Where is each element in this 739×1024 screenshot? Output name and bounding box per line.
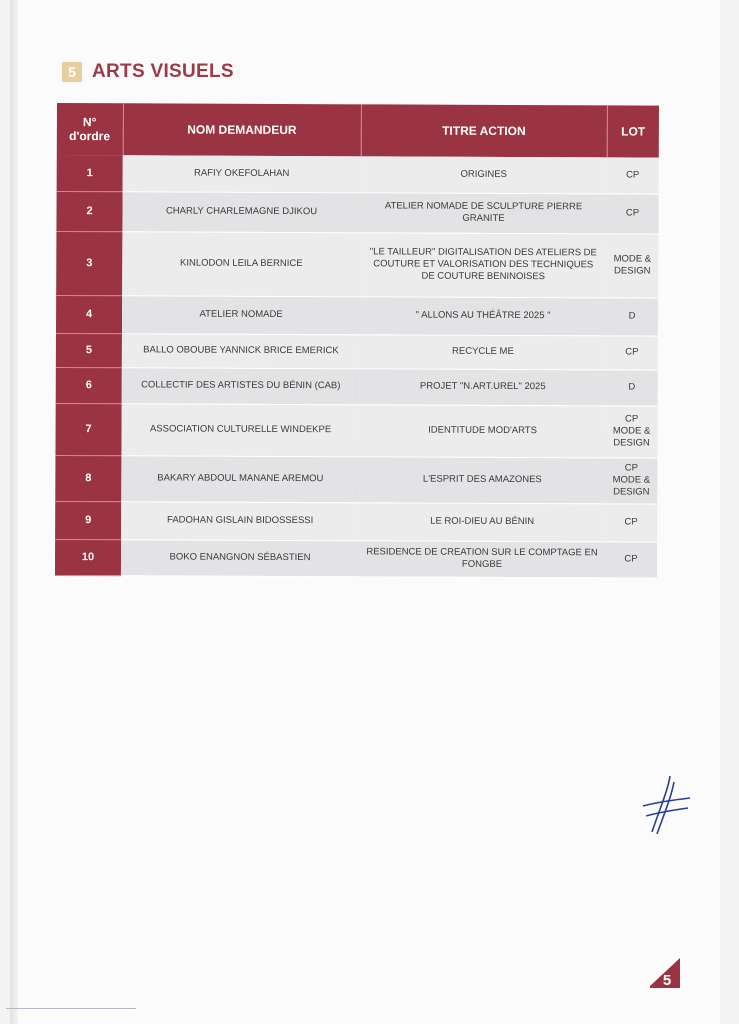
header-lot: LOT [607,105,659,157]
action-title: RESIDENCE DE CREATION SUR LE COMPTAGE EN FONGBE [359,540,605,577]
action-title: "LE TAILLEUR" DIGITALISATION DES ATELIERS DE COUTURE ET VALORISATION DES TECHNIQUES DE COUTURE BENINOISES [360,232,606,297]
row-number: 3 [56,231,122,295]
header-order-number [57,103,123,155]
section-number: 5 [62,62,82,82]
row-number: 1 [57,155,123,191]
section-title: ARTS VISUELS [92,61,234,82]
applicant-name: KINLODON LEILA BERNICE [122,231,360,296]
table-header-row [57,103,659,158]
row-number: 4 [56,295,122,333]
row-number: 6 [56,367,122,403]
lot-value: CP [607,157,659,193]
applicant-name: COLLECTIF DES ARTISTES DU BÉNIN (CAB) [122,367,360,404]
action-title: RECYCLE ME [360,334,606,369]
row-number: 8 [55,455,121,501]
table-row [55,455,657,504]
page-number: 5 [662,972,672,989]
table-row [55,539,657,578]
header-order-number-line1: N° [82,115,97,130]
lot-value: D [606,297,658,335]
action-title: L'ESPRIT DES AMAZONES [359,456,605,503]
action-title: IDENTITUDE MOD'ARTS [359,404,605,457]
applicant-name: ASSOCIATION CULTURELLE WINDEKPE [121,403,359,456]
action-title: PROJET "N.ART.UREL" 2025 [360,368,606,405]
beneficiaries-table [55,103,659,578]
table-row [56,333,658,370]
lot-value: D [606,369,658,405]
applicant-name: BOKO ENANGNON SÉBASTIEN [121,539,359,576]
table-row [56,295,658,336]
lot-value: CP [605,503,657,541]
applicant-name: ATELIER NOMADE [122,295,360,334]
lot-value: CP [605,541,657,577]
signature-stroke [657,782,674,834]
action-title: ATELIER NOMADE DE SCULPTURE PIERRE GRANITE [360,192,606,233]
signature-stroke [643,798,690,806]
row-number: 7 [55,403,121,455]
header-order-number-line2: d'ordre [69,129,111,144]
handwritten-signature [640,772,694,838]
row-number: 10 [55,539,121,575]
table-row [56,191,658,234]
row-number: 5 [56,333,122,367]
table-row [56,231,658,298]
lot-value: CP MODE & DESIGN [605,405,657,457]
applicant-name: RAFIY OKEFOLAHAN [123,155,361,192]
footer-rule [6,1008,136,1009]
lot-value: CP [606,335,658,369]
signature-stroke [646,808,688,816]
table-row [55,501,657,542]
lot-value: CP [606,193,658,233]
lot-value: MODE & DESIGN [606,233,658,297]
header-action-title: TITRE ACTION [361,104,607,157]
applicant-name: FADOHAN GISLAIN BIDOSSESSI [121,501,359,540]
row-number: 9 [55,501,121,539]
page-number-badge [648,956,682,990]
table-row [56,367,658,406]
page-edge-shadow [10,0,18,1024]
applicant-name: BALLO OBOUBE YANNICK BRICE EMERICK [122,333,360,368]
action-title: LE ROI-DIEU AU BÉNIN [359,502,605,541]
section-header [62,60,234,84]
action-title: " ALLONS AU THÉÂTRE 2025 " [360,296,606,335]
lot-value: CP MODE & DESIGN [605,457,657,503]
action-title: ORIGINES [361,156,607,193]
applicant-name: CHARLY CHARLEMAGNE DJIKOU [122,191,360,232]
table-row [57,155,659,194]
table-row [55,403,657,458]
applicant-name: BAKARY ABDOUL MANANE AREMOU [121,455,359,502]
header-applicant-name: NOM DEMANDEUR [123,103,361,156]
row-number: 2 [56,191,122,231]
